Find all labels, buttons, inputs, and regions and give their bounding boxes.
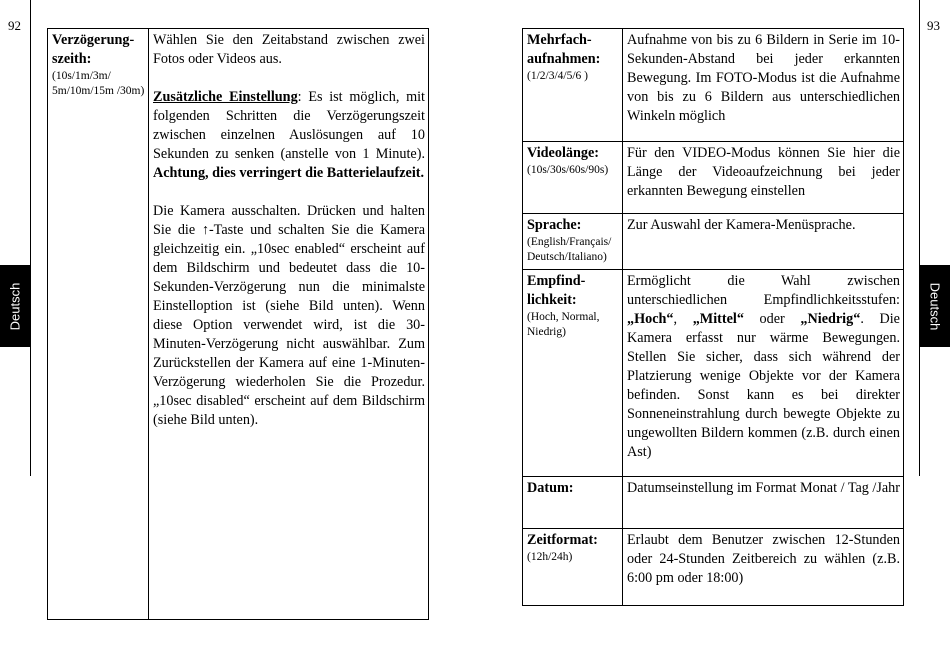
time-format-description: Erlaubt dem Benutzer zwischen 12-Stunden oder 24-Stunden Zeitbereich zu wählen (z.B. 6:00 pm oder 18:00) (623, 529, 904, 606)
table-row-sensitivity (523, 270, 904, 477)
multishot-label: Mehrfach-aufnahmen: (527, 32, 601, 67)
sensitivity-options: (Hoch, Normal, Niedrig) (527, 311, 600, 338)
language-tab-right (920, 265, 950, 347)
multishot-description: Aufnahme von bis zu 6 Bildern in Serie im 10-Sekunden-Abstand bei jeder erkannten Bewegung. Im FOTO-Modus ist die Aufnahme von bis zu 6 Bildern aus unterschiedlichen Winkeln möglich (623, 29, 904, 142)
settings-table-right (522, 28, 904, 606)
time-format-label-cell (523, 529, 623, 606)
language-options: (English/Français/ Deutsch/Italiano) (527, 236, 612, 263)
table-row-time-format (523, 529, 904, 606)
time-format-label: Zeitformat: (527, 532, 598, 548)
settings-table-left (47, 28, 429, 620)
sensitivity-text-pre: Ermöglicht die Wahl zwischen unterschiedlichen Empfindlichkeitsstufen: (627, 273, 900, 308)
sensitivity-text-post: . Die Kamera erfasst nur wärme Bewegungen. Stellen Sie sicher, dass sich während der Platzierung wenige Objekte vor der Kamera befinden. Sonst kann es bei direkter Sonneneinstrahlung durch bewegte Objekte zu ungewollten Bildern kommen (z.B. durch einen Ast) (627, 311, 900, 460)
video-length-label: Videolänge: (527, 145, 599, 161)
delay-intro: Wählen Sie den Zeitabstand zwischen zwei Fotos oder Videos aus. (153, 32, 425, 67)
table-row-date (523, 477, 904, 529)
sensitivity-option-medium: „Mittel“ (692, 311, 744, 327)
table-row-language (523, 214, 904, 270)
video-length-options: (10s/30s/60s/90s) (527, 164, 609, 176)
language-tab-left-label: Deutsch (7, 282, 23, 330)
date-description: Datumseinstellung im Format Monat / Tag /Jahr (623, 477, 904, 529)
time-format-options: (12h/24h) (527, 551, 573, 563)
delay-options: (10s/1m/3m/ 5m/10m/15m /30m) (52, 70, 145, 97)
page-edge-line-right (919, 0, 920, 476)
page-number-right: 93 (927, 18, 940, 33)
battery-warning: Achtung, dies verringert die Batterielaufzeit. (153, 165, 425, 181)
delay-label-cell (48, 29, 149, 620)
multishot-options: (1/2/3/4/5/6 ) (527, 70, 589, 82)
delay-description-cell (149, 29, 429, 620)
date-label-cell (523, 477, 623, 529)
multishot-label-cell (523, 29, 623, 142)
video-length-label-cell (523, 142, 623, 214)
video-length-description: Für den VIDEO-Modus können Sie hier die Länge der Videoaufzeichnung bei jeder erkannten Bewegung einstellen (623, 142, 904, 214)
extra-setting-heading: Zusätzliche Einstellung (153, 89, 298, 105)
sensitivity-label: Empfind-lichkeit: (527, 273, 586, 308)
delay-procedure: Die Kamera ausschalten. Drücken und halten Sie die ↑-Taste und schalten Sie die Kamera gleichzeitig ein. „10sec enabled“ erscheint auf dem Bildschirm und bedeutet dass die 10-Sekunden-Verzögerung nun die minimalste Einstelloption ist (siehe Bild unten). Wenn diese Option verwendet wird, ist die 30-Minuten-Verzögerung nicht auswählbar. Zum Zurückstellen der Kamera auf eine 1-Minuten-Verzögerung wiederholen Sie die Prozedur. „10sec disabled“ erscheint auf dem Bildschirm (siehe Bild unten). (153, 203, 425, 428)
language-tab-right-label: Deutsch (927, 282, 943, 330)
delay-extra-setting (153, 88, 425, 183)
sensitivity-sep-2: oder (743, 311, 801, 327)
table-row-delay (48, 29, 429, 620)
delay-label: Verzögerung-szeith: (52, 32, 135, 67)
language-label-cell (523, 214, 623, 270)
date-label: Datum: (527, 480, 574, 496)
language-label: Sprache: (527, 217, 582, 233)
sensitivity-option-low: „Niedrig“ (800, 311, 861, 327)
page-number-left: 92 (8, 18, 21, 33)
sensitivity-option-high: „Hoch“ (627, 311, 674, 327)
extra-setting-text: : Es ist möglich, mit folgenden Schritten die Verzögerungszeit zwischen einzelnen Auslösungen auf 10 Sekunden zu senken (anstelle von 1 Minute). (153, 89, 425, 162)
sensitivity-description (623, 270, 904, 477)
language-description: Zur Auswahl der Kamera-Menüsprache. (623, 214, 904, 270)
language-tab-left (0, 265, 30, 347)
table-row-video-length (523, 142, 904, 214)
page-edge-line-left (30, 0, 31, 476)
sensitivity-label-cell (523, 270, 623, 477)
sensitivity-sep-1: , (673, 311, 693, 327)
table-row-multishot (523, 29, 904, 142)
